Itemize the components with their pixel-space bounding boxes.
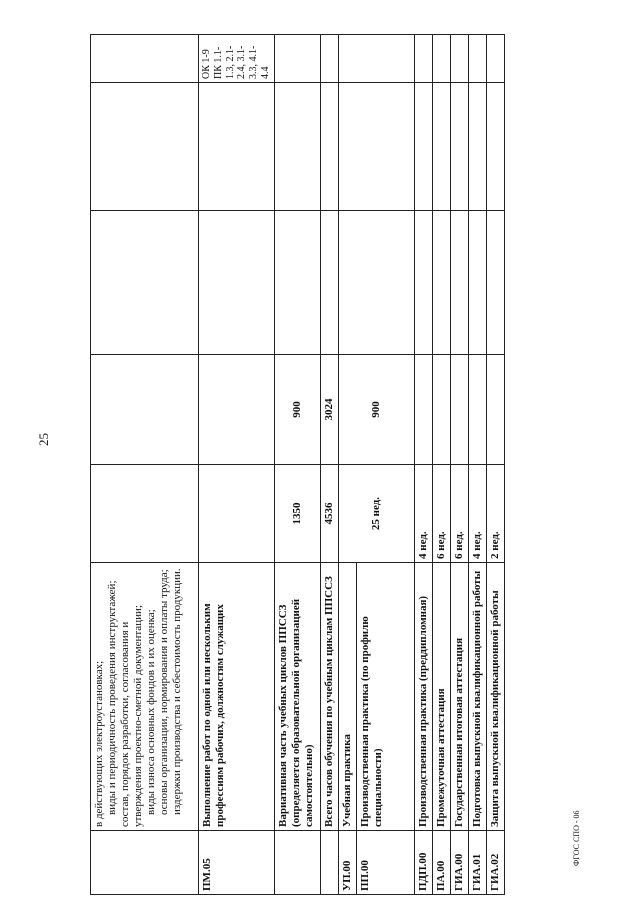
cell-hours-total: 2 нед.: [486, 465, 504, 563]
cell-name: Выполнение работ по одной или нескольким профессиям рабочих, должностям служащих: [199, 563, 275, 831]
cell-name: Производственная практика (преддипломная): [414, 563, 432, 831]
cell-name: Защита выпускной квалификационной работы: [486, 563, 504, 831]
table-row: [414, 35, 432, 895]
continuation-line: издержки производства и себестоимость продукции.: [170, 568, 183, 815]
page-number: 25: [36, 433, 51, 446]
cell-code: ПА.00: [432, 831, 450, 895]
cell-name: Всего часов обучения по учебным циклам ППССЗ: [320, 563, 338, 831]
cell-name: Учебная практика: [338, 563, 356, 831]
curriculum-table-rotated: [90, 35, 501, 895]
cell-hours-total: 4 нед.: [414, 465, 432, 563]
continuation-line: утверждения проектно-сметной документации;: [131, 605, 144, 827]
continuation-line: основы организации, нормирования и оплаты труда;: [157, 569, 170, 815]
cell-hours-mandatory: 900: [338, 355, 414, 465]
table-row-continuation: [91, 35, 199, 895]
table-row: [338, 35, 356, 895]
cell-hours-total: 4 нед.: [468, 465, 486, 563]
cell-hours-mandatory: 3024: [320, 355, 338, 465]
cell-code: [274, 831, 320, 895]
cell-name: Государственная итоговая аттестация: [450, 563, 468, 831]
continuation-line: виды и периодичность проведения инструктажей;: [105, 580, 118, 815]
cell-code: [320, 831, 338, 895]
table-row: [486, 35, 504, 895]
table-row: [274, 35, 320, 895]
table-row: [199, 35, 275, 895]
cell-code: УП.00: [338, 831, 356, 895]
continuation-text: [91, 563, 199, 831]
table-row: [468, 35, 486, 895]
continuation-line: виды износа основных фондов и их оценка;: [144, 609, 157, 815]
cell-code: ПП.00: [356, 831, 414, 895]
cell-name: Вариативная часть учебных циклов ППССЗ (определяется образовательной организацией самостоятельно): [274, 563, 320, 831]
cell-code: ПДП.00: [414, 831, 432, 895]
cell-code: ГИА.00: [450, 831, 468, 895]
cell-name: Промежуточная аттестация: [432, 563, 450, 831]
cell-name: Производственная практика (по профилю специальности): [356, 563, 414, 831]
cell-code: ГИА.01: [468, 831, 486, 895]
continuation-line: в действующих электроустановках;: [93, 660, 105, 827]
cell-code: ПМ.05: [199, 831, 275, 895]
curriculum-table: [90, 34, 505, 895]
cell-hours-total: 25 нед.: [338, 465, 414, 563]
table-row: [450, 35, 468, 895]
cell-hours-total: 1350: [274, 465, 320, 563]
cell-hours-total: 6 нед.: [432, 465, 450, 563]
table-row: [432, 35, 450, 895]
cell-code: ГИА.02: [486, 831, 504, 895]
cell-competences: ОК 1-9 ПК 1.1-1.3, 2.1-2.4, 3.1-3.3, 4.1-4.4: [199, 35, 275, 83]
footer-mark: ФГОС СПО - 06: [572, 810, 581, 866]
cell-hours-total: 4536: [320, 465, 338, 563]
cell-hours-total: 6 нед.: [450, 465, 468, 563]
continuation-line: состав, порядок разработки, согласования и: [118, 621, 131, 827]
table-row: [320, 35, 338, 895]
cell-code: [91, 831, 199, 895]
cell-name: Подготовка выпускной квалификационной работы: [468, 563, 486, 831]
cell-hours-mandatory: 900: [274, 355, 320, 465]
